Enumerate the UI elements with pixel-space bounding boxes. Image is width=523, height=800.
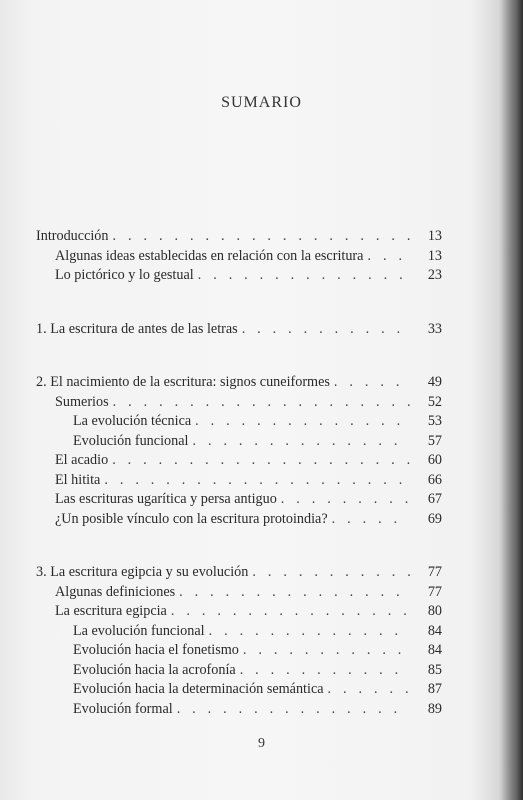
- dot-leader: [209, 622, 410, 642]
- toc-entry-label: Evolución hacia el fonetismo: [73, 642, 239, 658]
- page-gutter-shadow: [499, 0, 523, 800]
- dot-leader: [179, 583, 410, 603]
- toc-entry: [36, 393, 442, 413]
- toc-entry: [36, 266, 442, 286]
- dot-leader: [195, 412, 410, 432]
- toc-entry: [36, 412, 442, 432]
- toc-entry-page: 13: [427, 247, 442, 264]
- toc-entry: [36, 451, 442, 471]
- toc-entry-label: 2. El nacimiento de la escritura: signos cuneiformes: [36, 374, 330, 390]
- toc-entry-label: La evolución funcional: [73, 622, 205, 639]
- toc-entry: [36, 622, 442, 642]
- toc-entry: [36, 471, 442, 491]
- toc-entry-page: 57: [427, 432, 442, 449]
- dot-leader: [112, 451, 410, 471]
- toc-entry-label: La escritura egipcia: [55, 603, 167, 619]
- toc-entry: [36, 641, 442, 661]
- toc-entry-label: 3. La escritura egipcia y su evolución: [36, 564, 249, 580]
- toc-entry: [36, 510, 442, 530]
- toc-entry-label: Lo pictórico y lo gestual: [55, 267, 194, 283]
- toc-chapter: [36, 373, 442, 393]
- toc-entry-label: Sumerios: [55, 393, 109, 410]
- dot-leader: [177, 700, 410, 720]
- dot-leader: [328, 680, 410, 700]
- page-title: SUMARIO: [221, 94, 302, 111]
- toc-entry-page: 33: [427, 320, 442, 337]
- dot-leader: [367, 247, 410, 267]
- toc-entry-label: La evolución técnica: [73, 413, 192, 429]
- toc-entry-label: El hitita: [55, 471, 101, 488]
- toc-entry-page: 80: [427, 603, 442, 619]
- toc-entry: [36, 661, 442, 681]
- toc-entry: [36, 490, 442, 510]
- toc-entry-label: Evolución funcional: [73, 432, 189, 449]
- toc-entry-label: Evolución hacia la determinación semántica: [73, 681, 324, 697]
- toc-entry-page: 87: [427, 681, 442, 697]
- toc-chapter: [36, 320, 442, 340]
- toc-entry-page: 13: [427, 228, 442, 244]
- dot-leader: [242, 320, 410, 340]
- toc-entry-page: 84: [427, 622, 442, 639]
- dot-leader: [240, 661, 410, 681]
- toc-entry-label: El acadio: [55, 452, 109, 468]
- toc-entry-label: 1. La escritura de antes de las letras: [36, 320, 238, 337]
- toc-entry-label: Las escrituras ugarítica y persa antiguo: [55, 491, 277, 507]
- dot-leader: [198, 266, 410, 286]
- table-of-contents: [36, 227, 442, 719]
- dot-leader: [113, 393, 410, 413]
- page-number: 9: [258, 736, 265, 751]
- toc-entry: [36, 602, 442, 622]
- dot-leader: [104, 471, 410, 491]
- toc-entry: [36, 432, 442, 452]
- toc-entry-page: 49: [427, 374, 442, 390]
- dot-leader: [113, 227, 411, 247]
- toc-entry-label: Algunas ideas establecidas en relación con la escritura: [55, 247, 364, 264]
- toc-entry-page: 66: [427, 471, 442, 488]
- toc-entry-page: 77: [427, 583, 442, 600]
- toc-entry-page: 53: [427, 413, 442, 429]
- toc-entry-label: Introducción: [36, 228, 109, 244]
- toc-entry-page: 67: [427, 491, 442, 507]
- toc-entry: [36, 583, 442, 603]
- toc-entry-page: 84: [427, 642, 442, 658]
- toc-entry-page: 69: [427, 510, 442, 527]
- dot-leader: [192, 432, 410, 452]
- dot-leader: [252, 563, 410, 583]
- dot-leader: [281, 490, 410, 510]
- toc-entry: [36, 700, 442, 720]
- dot-leader: [332, 510, 410, 530]
- dot-leader: [334, 373, 410, 393]
- toc-entry-page: 60: [427, 452, 442, 468]
- toc-entry: [36, 247, 442, 267]
- toc-entry: [36, 227, 442, 247]
- toc-chapter: [36, 563, 442, 583]
- toc-entry: [36, 680, 442, 700]
- dot-leader: [243, 641, 410, 661]
- toc-entry-label: ¿Un posible vínculo con la escritura protoindia?: [55, 510, 328, 527]
- toc-entry-page: 89: [427, 700, 442, 717]
- toc-entry-page: 52: [427, 393, 442, 410]
- dot-leader: [171, 602, 410, 622]
- toc-entry-label: Algunas definiciones: [55, 583, 176, 600]
- toc-entry-label: Evolución formal: [73, 700, 173, 717]
- toc-entry-page: 85: [427, 661, 442, 678]
- toc-entry-page: 77: [427, 564, 442, 580]
- toc-entry-label: Evolución hacia la acrofonía: [73, 661, 236, 678]
- toc-entry-page: 23: [427, 267, 442, 283]
